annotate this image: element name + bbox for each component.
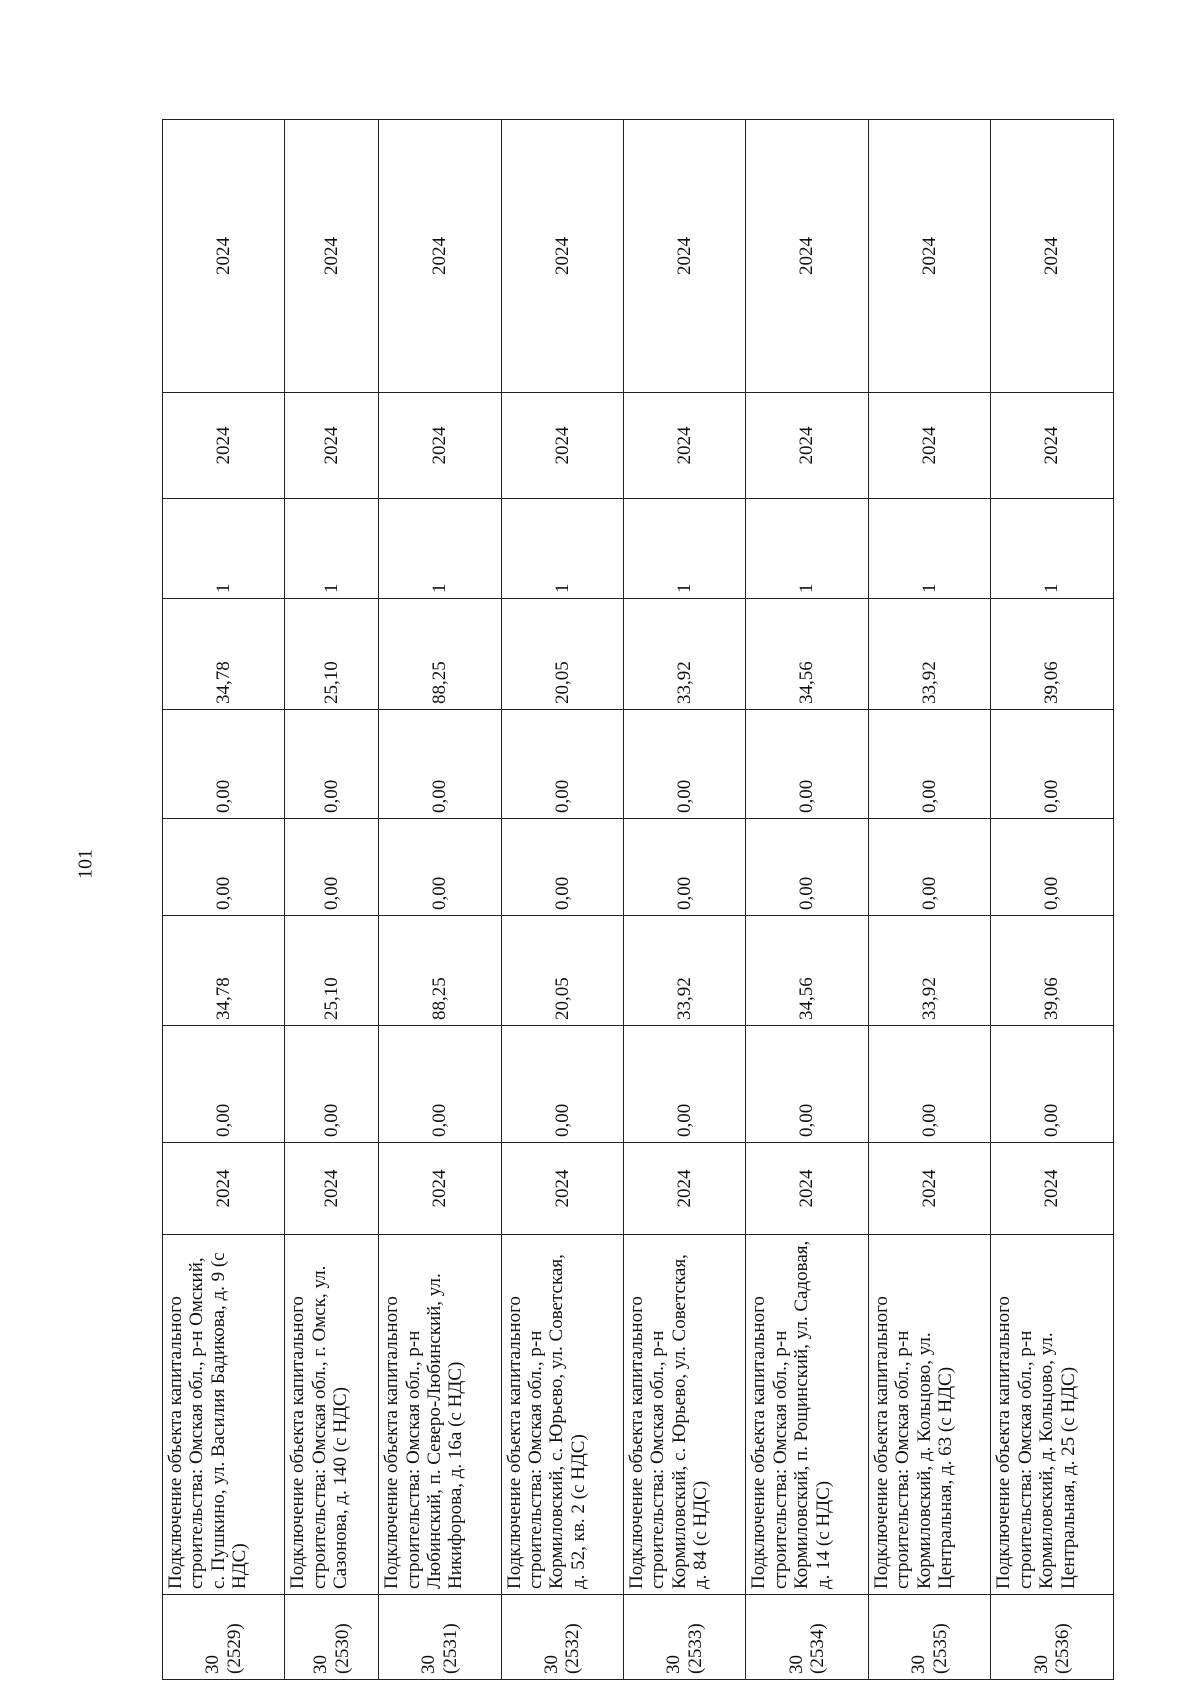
year-b: 2024 bbox=[746, 120, 868, 393]
value-1: 0,00 bbox=[379, 1026, 501, 1143]
value-3: 0,00 bbox=[868, 819, 990, 916]
value-3: 0,00 bbox=[746, 819, 868, 916]
year-b: 2024 bbox=[379, 120, 501, 393]
value-5: 33,92 bbox=[624, 599, 746, 710]
year-a: 2024 bbox=[285, 393, 379, 499]
row-number: 30 bbox=[540, 1655, 562, 1674]
row-number-cell bbox=[624, 1595, 746, 1680]
value-4: 0,00 bbox=[379, 710, 501, 819]
table-row bbox=[868, 120, 990, 1680]
value-5: 20,05 bbox=[501, 599, 623, 710]
row-number: 30 bbox=[418, 1655, 440, 1674]
value-4: 0,00 bbox=[868, 710, 990, 819]
value-2: 39,06 bbox=[991, 916, 1114, 1026]
row-code: (2536) bbox=[1052, 1623, 1074, 1674]
year-b: 2024 bbox=[285, 120, 379, 393]
table-row bbox=[285, 120, 379, 1680]
object-name: Подключение объекта капитального строительства: Омская обл., г. Омск, ул. Сазонова, д. 140 (с НДС) bbox=[285, 1235, 379, 1595]
start-year: 2024 bbox=[379, 1143, 501, 1235]
row-number: 30 bbox=[785, 1655, 807, 1674]
value-1: 0,00 bbox=[991, 1026, 1114, 1143]
value-3: 0,00 bbox=[379, 819, 501, 916]
value-1: 0,00 bbox=[285, 1026, 379, 1143]
page-number: 101 bbox=[74, 849, 97, 879]
row-number: 30 bbox=[202, 1655, 224, 1674]
value-3: 0,00 bbox=[501, 819, 623, 916]
row-code: (2535) bbox=[929, 1623, 951, 1674]
year-b: 2024 bbox=[501, 120, 623, 393]
value-1: 0,00 bbox=[163, 1026, 285, 1143]
value-2: 34,78 bbox=[163, 916, 285, 1026]
table-row bbox=[501, 120, 623, 1680]
year-a: 2024 bbox=[163, 393, 285, 499]
value-2: 33,92 bbox=[624, 916, 746, 1026]
value-4: 0,00 bbox=[285, 710, 379, 819]
year-b: 2024 bbox=[991, 120, 1114, 393]
table-row bbox=[379, 120, 501, 1680]
value-3: 0,00 bbox=[991, 819, 1114, 916]
year-a: 2024 bbox=[624, 393, 746, 499]
value-3: 0,00 bbox=[624, 819, 746, 916]
table-row bbox=[624, 120, 746, 1680]
year-b: 2024 bbox=[624, 120, 746, 393]
row-code: (2533) bbox=[684, 1623, 706, 1674]
year-a: 2024 bbox=[746, 393, 868, 499]
value-3: 0,00 bbox=[285, 819, 379, 916]
start-year: 2024 bbox=[991, 1143, 1114, 1235]
row-number-cell bbox=[501, 1595, 623, 1680]
count: 1 bbox=[624, 499, 746, 599]
value-4: 0,00 bbox=[746, 710, 868, 819]
table-row bbox=[746, 120, 868, 1680]
count: 1 bbox=[163, 499, 285, 599]
row-number-cell bbox=[991, 1595, 1114, 1680]
table-row bbox=[163, 120, 285, 1680]
row-number-cell bbox=[746, 1595, 868, 1680]
row-number-cell bbox=[868, 1595, 990, 1680]
row-number: 30 bbox=[908, 1655, 930, 1674]
value-2: 88,25 bbox=[379, 916, 501, 1026]
year-a: 2024 bbox=[991, 393, 1114, 499]
row-code: (2529) bbox=[223, 1623, 245, 1674]
value-5: 33,92 bbox=[868, 599, 990, 710]
start-year: 2024 bbox=[624, 1143, 746, 1235]
table-row bbox=[991, 120, 1114, 1680]
row-code: (2534) bbox=[807, 1623, 829, 1674]
object-name: Подключение объекта капитального строительства: Омская обл., р-н Кормиловский, д. Кольцово, ул. Центральная, д. 25 (с НДС) bbox=[991, 1235, 1114, 1595]
value-4: 0,00 bbox=[501, 710, 623, 819]
row-number-cell bbox=[379, 1595, 501, 1680]
year-a: 2024 bbox=[501, 393, 623, 499]
value-2: 33,92 bbox=[868, 916, 990, 1026]
count: 1 bbox=[868, 499, 990, 599]
value-5: 34,56 bbox=[746, 599, 868, 710]
object-name: Подключение объекта капитального строительства: Омская обл., р-н Любинский, п. Северо-Любинский, ул. Никифорова, д. 16а (с НДС) bbox=[379, 1235, 501, 1595]
value-1: 0,00 bbox=[868, 1026, 990, 1143]
row-number-cell bbox=[285, 1595, 379, 1680]
value-4: 0,00 bbox=[624, 710, 746, 819]
start-year: 2024 bbox=[868, 1143, 990, 1235]
investment-table bbox=[162, 119, 1114, 1680]
count: 1 bbox=[746, 499, 868, 599]
value-5: 34,78 bbox=[163, 599, 285, 710]
count: 1 bbox=[501, 499, 623, 599]
object-name: Подключение объекта капитального строительства: Омская обл., р-н Кормиловский, с. Юрьево, ул. Советская, д. 52, кв. 2 (с НДС) bbox=[501, 1235, 623, 1595]
value-2: 34,56 bbox=[746, 916, 868, 1026]
value-1: 0,00 bbox=[624, 1026, 746, 1143]
row-code: (2530) bbox=[331, 1623, 353, 1674]
count: 1 bbox=[991, 499, 1114, 599]
start-year: 2024 bbox=[746, 1143, 868, 1235]
value-3: 0,00 bbox=[163, 819, 285, 916]
row-number: 30 bbox=[310, 1655, 332, 1674]
count: 1 bbox=[379, 499, 501, 599]
object-name: Подключение объекта капитального строительства: Омская обл., р-н Кормиловский, с. Юрьево, ул. Советская, д. 84 (с НДС) bbox=[624, 1235, 746, 1595]
year-b: 2024 bbox=[163, 120, 285, 393]
value-1: 0,00 bbox=[746, 1026, 868, 1143]
value-4: 0,00 bbox=[991, 710, 1114, 819]
value-4: 0,00 bbox=[163, 710, 285, 819]
year-a: 2024 bbox=[868, 393, 990, 499]
row-code: (2531) bbox=[439, 1623, 461, 1674]
value-2: 25,10 bbox=[285, 916, 379, 1026]
object-name: Подключение объекта капитального строительства: Омская обл., р-н Кормиловский, д. Кольцово, ул. Центральная, д. 63 (с НДС) bbox=[868, 1235, 990, 1595]
value-5: 25,10 bbox=[285, 599, 379, 710]
start-year: 2024 bbox=[501, 1143, 623, 1235]
value-5: 39,06 bbox=[991, 599, 1114, 710]
value-2: 20,05 bbox=[501, 916, 623, 1026]
start-year: 2024 bbox=[285, 1143, 379, 1235]
object-name: Подключение объекта капитального строительства: Омская обл., р-н Омский, с. Пушкино, ул. Василия Бадикова, д. 9 (с НДС) bbox=[163, 1235, 285, 1595]
row-code: (2532) bbox=[562, 1623, 584, 1674]
count: 1 bbox=[285, 499, 379, 599]
value-5: 88,25 bbox=[379, 599, 501, 710]
object-name: Подключение объекта капитального строительства: Омская обл., р-н Кормиловский, п. Рощинский, ул. Садовая, д. 14 (с НДС) bbox=[746, 1235, 868, 1595]
year-a: 2024 bbox=[379, 393, 501, 499]
row-number: 30 bbox=[1030, 1655, 1052, 1674]
row-number: 30 bbox=[663, 1655, 685, 1674]
year-b: 2024 bbox=[868, 120, 990, 393]
value-1: 0,00 bbox=[501, 1026, 623, 1143]
rotated-table-frame bbox=[162, 120, 1114, 1680]
row-number-cell bbox=[163, 1595, 285, 1680]
start-year: 2024 bbox=[163, 1143, 285, 1235]
